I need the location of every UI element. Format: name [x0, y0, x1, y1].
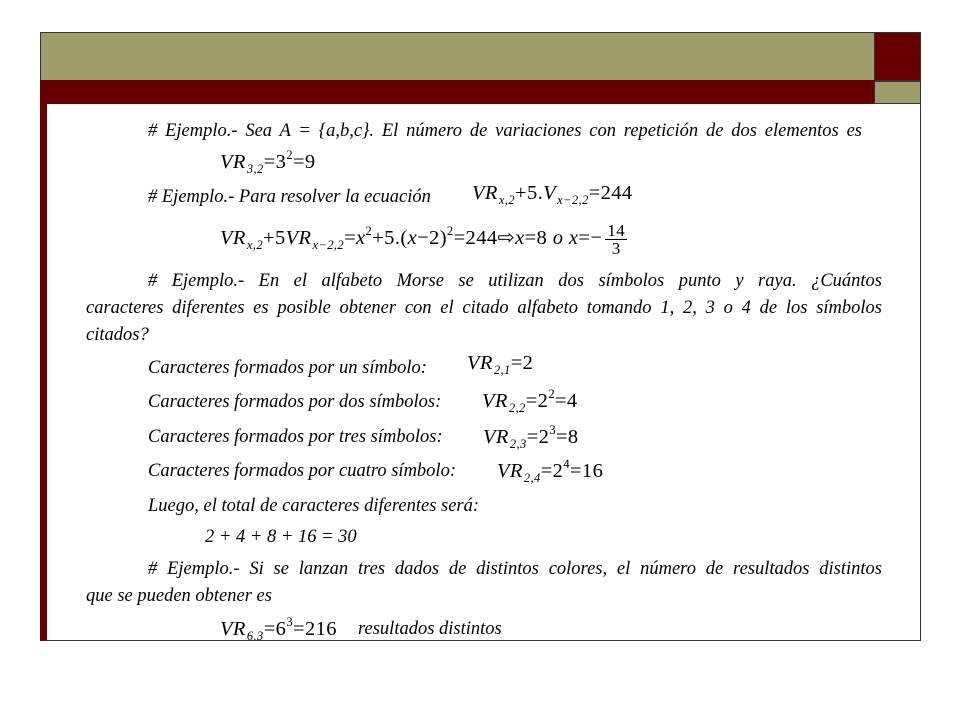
case-formula-row-four-symbols: [497, 459, 603, 483]
formula-text: =9: [292, 151, 316, 173]
case-formula-four-symbols: [497, 452, 603, 490]
formula-text: =2: [525, 390, 549, 412]
formula-variable: VR: [220, 227, 246, 249]
formula-subscript: 2,4: [523, 471, 541, 485]
formula-text: =2: [526, 426, 550, 448]
header-corner-block: [874, 32, 921, 81]
case-formula-two-symbols: [482, 382, 578, 420]
formula-text: =2: [510, 351, 534, 374]
formula-text: =16: [569, 460, 604, 482]
formula-text: −2): [417, 227, 447, 249]
case-label-three-symbols: Caracteres formados por tres símbolos:: [148, 427, 443, 447]
formula-text: =6: [263, 618, 287, 640]
case-label-four-symbols: Caracteres formados por cuatro símbolo:: [148, 461, 456, 481]
example-2-intro: # Ejemplo.- Para resolver la ecuación: [148, 187, 431, 207]
case-formula-row-two-symbols: [482, 389, 578, 413]
formula-text: =244: [588, 181, 633, 204]
formula-subscript: 2,3: [509, 437, 527, 451]
fraction: [605, 222, 627, 257]
formula-text: =2: [540, 460, 564, 482]
formula-superscript: 2: [446, 224, 454, 238]
case-formula-three-symbols: [483, 418, 579, 456]
accent-band: [40, 80, 875, 105]
formula-subscript: x,2: [246, 238, 263, 252]
example-4-paragraph-line-2: que se pueden obtener es: [86, 586, 272, 606]
formula-subscript: x−2,2: [557, 192, 589, 207]
formula-superscript: 2: [365, 224, 373, 238]
formula-text: =244⇨: [453, 227, 516, 249]
formula-text: =8: [524, 227, 548, 249]
example-3-paragraph-line-2: caracteres diferentes es posible obtener con el citado alfabeto tomando 1, 2, 3 o 4 de los símbolos: [86, 298, 882, 318]
formula-variable: VR: [220, 618, 246, 640]
example-1-intro: # Ejemplo.- Sea A = {a,b,c}. El número de variaciones con repetición de dos elementos es: [148, 121, 862, 141]
formula-text: +5: [262, 227, 286, 249]
example-3-sum: 2 + 4 + 8 + 16 = 30: [205, 527, 357, 547]
case-label-two-symbols: Caracteres formados por dos símbolos:: [148, 392, 442, 412]
example-1-formula-row: [220, 150, 316, 174]
example-3-paragraph-line-3: citados?: [86, 325, 149, 345]
formula-variable: VR: [285, 227, 312, 249]
example-4-formula: [220, 610, 337, 648]
example-3-conclusion: Luego, el total de caracteres diferentes será:: [148, 496, 480, 516]
case-formula-one-symbol: [467, 351, 533, 382]
example-4-formula-row: [220, 617, 337, 641]
formula-text: =216: [292, 618, 337, 640]
formula-text: =4: [554, 390, 578, 412]
example-4-trailing-text: resultados distintos: [358, 619, 502, 639]
formula-text: +5.(: [372, 227, 408, 249]
formula-subscript: x,2: [498, 192, 515, 207]
formula-superscript: 2: [286, 148, 293, 162]
formula-text: =3: [263, 151, 287, 173]
formula-text: =8: [555, 426, 579, 448]
case-formula-row-three-symbols: [483, 425, 579, 449]
formula-text: =: [344, 227, 357, 249]
formula-subscript: 3,2: [246, 162, 264, 176]
formula-variable: VR: [483, 426, 509, 448]
formula-text: +5.: [514, 181, 544, 204]
formula-variable: x: [515, 227, 525, 249]
formula-variable: x: [356, 227, 366, 249]
formula-variable: VR: [220, 151, 246, 173]
formula-variable: VR: [497, 460, 523, 482]
formula-variable: VR: [482, 390, 508, 412]
formula-variable: VR: [472, 181, 498, 204]
formula-variable: VR: [467, 351, 493, 374]
formula-variable: o: [547, 227, 569, 249]
formula-superscript: 2: [548, 387, 555, 401]
accent-corner-block: [874, 81, 921, 104]
formula-subscript: 2,1: [493, 362, 511, 377]
formula-subscript: 2,2: [508, 401, 526, 415]
formula-subscript: x−2,2: [312, 238, 345, 252]
formula-subscript: 6.3: [246, 629, 264, 643]
header-bar: [40, 32, 875, 81]
fraction-denominator: 3: [611, 238, 621, 258]
formula-variable: x: [568, 227, 579, 249]
formula-text: =−: [578, 227, 603, 249]
example-3-paragraph-line-1: # Ejemplo.- En el alfabeto Morse se utilizan dos símbolos punto y raya. ¿Cuántos: [148, 271, 882, 291]
example-4-paragraph-line-1: # Ejemplo.- Si se lanzan tres dados de distintos colores, el número de resultados distintos: [148, 559, 882, 579]
example-2-equation-row: [472, 181, 633, 208]
formula-variable: V: [543, 181, 557, 204]
formula-superscript: 3: [286, 615, 293, 629]
example-2-equation: [472, 181, 633, 212]
fraction-numerator: 14: [607, 220, 626, 240]
formula-variable: x: [407, 227, 418, 249]
example-1-formula: [220, 143, 316, 181]
case-label-one-symbol: Caracteres formados por un símbolo:: [148, 358, 427, 378]
formula-superscript: 4: [563, 457, 570, 471]
example-2-solution: [220, 219, 627, 257]
example-2-solution-row: [220, 218, 627, 258]
case-formula-row-one-symbol: [467, 351, 534, 378]
formula-superscript: 3: [549, 423, 556, 437]
